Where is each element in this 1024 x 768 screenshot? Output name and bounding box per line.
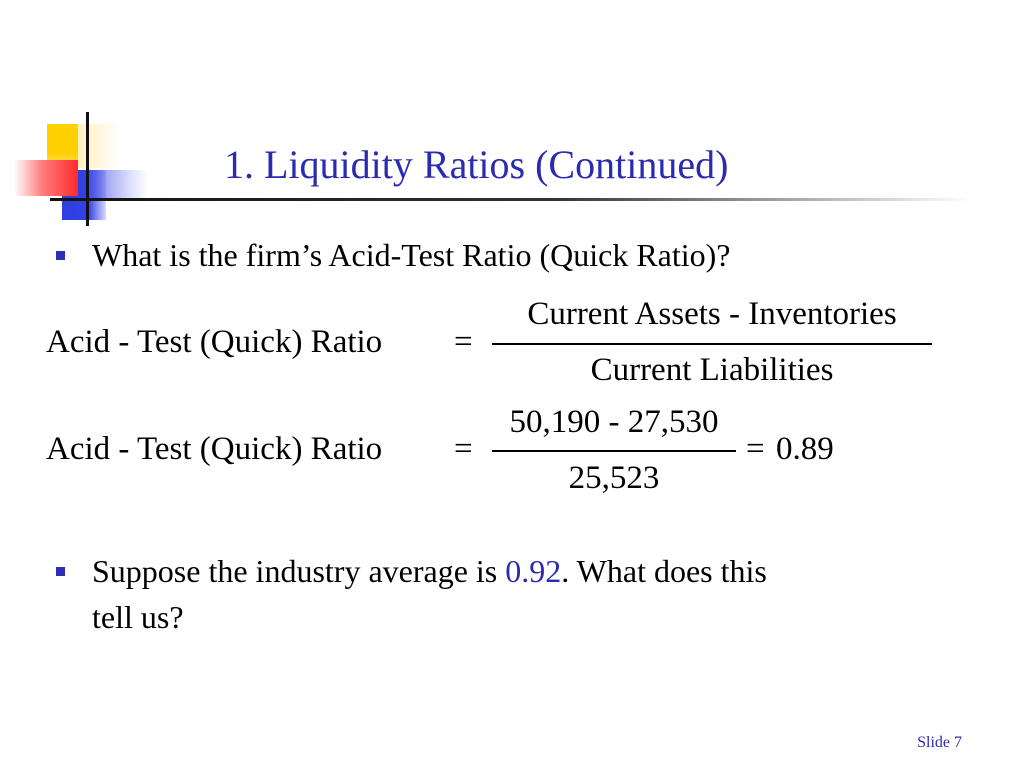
fraction-numerator: 50,190 - 27,530 (509, 404, 719, 440)
fraction-bar (492, 450, 736, 452)
decor-blue-glow (88, 170, 148, 200)
fraction-bar (492, 343, 932, 345)
decor-yellow-glow (78, 124, 123, 168)
formula-result: 0.89 (776, 431, 834, 467)
slide-number: Slide 7 (917, 734, 962, 751)
equals-sign: = (454, 431, 473, 467)
bullet-text-before: Suppose the industry average is (92, 553, 506, 589)
formula-lhs: Acid - Test (Quick) Ratio (46, 431, 383, 467)
equals-sign: = (454, 324, 473, 360)
bullet-text (92, 548, 767, 640)
title-underline-rule (50, 198, 970, 201)
industry-average-value: 0.92 (505, 553, 562, 589)
slide-title: 1. Liquidity Ratios (Continued) (224, 142, 729, 187)
formula-lhs: Acid - Test (Quick) Ratio (46, 324, 383, 360)
fraction-numerator: Current Assets - Inventories (527, 296, 897, 332)
fraction-denominator: 25,523 (568, 460, 660, 496)
decor-vertical-rule (86, 112, 89, 226)
bullet-square-icon (56, 251, 65, 260)
result-equals-sign: = (746, 431, 765, 467)
bullet-text-after: . What does this (561, 553, 767, 589)
bullet-square-icon (56, 567, 65, 576)
formula-computed (46, 404, 946, 504)
bullet-text-line2: tell us? (92, 599, 184, 635)
formula-general (46, 296, 946, 396)
decor-red-square (14, 160, 78, 196)
bullet-text: What is the firm’s Acid-Test Ratio (Quick Ratio)? (92, 237, 731, 273)
fraction-denominator: Current Liabilities (590, 352, 834, 388)
